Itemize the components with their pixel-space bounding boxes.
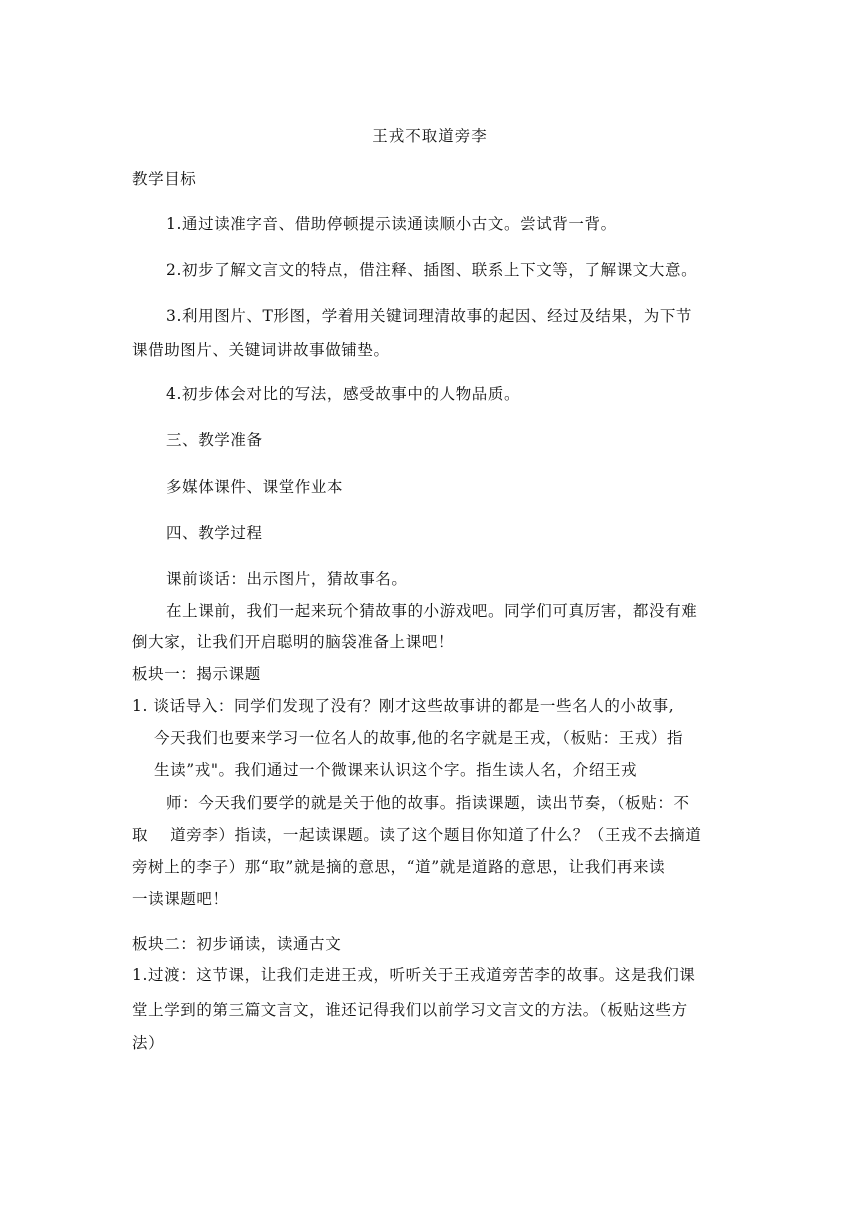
process-line: 在上课前，我们一起来玩个猜故事的小游戏吧。同学们可真厉害，都没有难 xyxy=(166,602,698,620)
prep-heading: 三、教学准备 xyxy=(166,431,263,449)
objective-line: 4.初步体会对比的写法，感受故事中的人物品质。 xyxy=(166,385,521,403)
process-line: 课前谈话：出示图片，猜故事名。 xyxy=(166,570,408,588)
section1-line: 生读”戎"。我们通过一个微课来认识这个字。指生读人名，介绍王戎 xyxy=(154,761,638,779)
objective-line: 3.利用图片、T形图，学着用关键词理清故事的起因、经过及结果，为下节 xyxy=(166,307,693,325)
section2-line: 1.过渡：这节课，让我们走进王戎，听听关于王戎道旁苦李的故事。这是我们课 xyxy=(132,966,696,984)
process-line: 倒大家，让我们开启聪明的脑袋准备上课吧！ xyxy=(132,633,455,651)
prep-text: 多媒体课件、课堂作业本 xyxy=(166,478,344,496)
objective-line: 2.初步了解文言文的特点，借注释、插图、联系上下文等，了解课文大意。 xyxy=(166,261,698,279)
section1-line: 今天我们也要来学习一位名人的故事,他的名字就是王戎，（板贴：王戎）指 xyxy=(154,729,684,747)
objective-line: 1.通过读准字音、借助停顿提示读通读顺小古文。尝试背一背。 xyxy=(166,215,617,233)
section1-heading: 板块一：揭示课题 xyxy=(132,665,261,683)
process-heading: 四、教学过程 xyxy=(166,524,263,542)
section1-line: 旁树上的李子）那“取”就是摘的意思，“道”就是道路的意思，让我们再来读 xyxy=(132,858,666,876)
section1-line: 取 道旁李）指读，一起读课题。读了这个题目你知道了什么？（王戎不去摘道 xyxy=(132,826,702,844)
section2-line: 堂上学到的第三篇文言文，谁还记得我们以前学习文言文的方法。（板贴这些方 xyxy=(132,1001,688,1019)
section1-line: 一读课题吧！ xyxy=(132,890,229,908)
objective-line: 课借助图片、关键词讲故事做铺垫。 xyxy=(132,341,390,359)
section1-line: 1. 谈话导入：同学们发现了没有？刚才这些故事讲的都是一些名人的小故事, xyxy=(132,697,675,715)
document-title: 王戎不取道旁李 xyxy=(372,127,488,145)
section2-heading: 板块二：初步诵读，读通古文 xyxy=(132,935,342,953)
section2-line: 法） xyxy=(132,1034,165,1052)
section1-line: 师：今天我们要学的就是关于他的故事。指读课题，读出节奏，（板贴：不 xyxy=(166,794,690,812)
objectives-heading: 教学目标 xyxy=(132,170,197,188)
